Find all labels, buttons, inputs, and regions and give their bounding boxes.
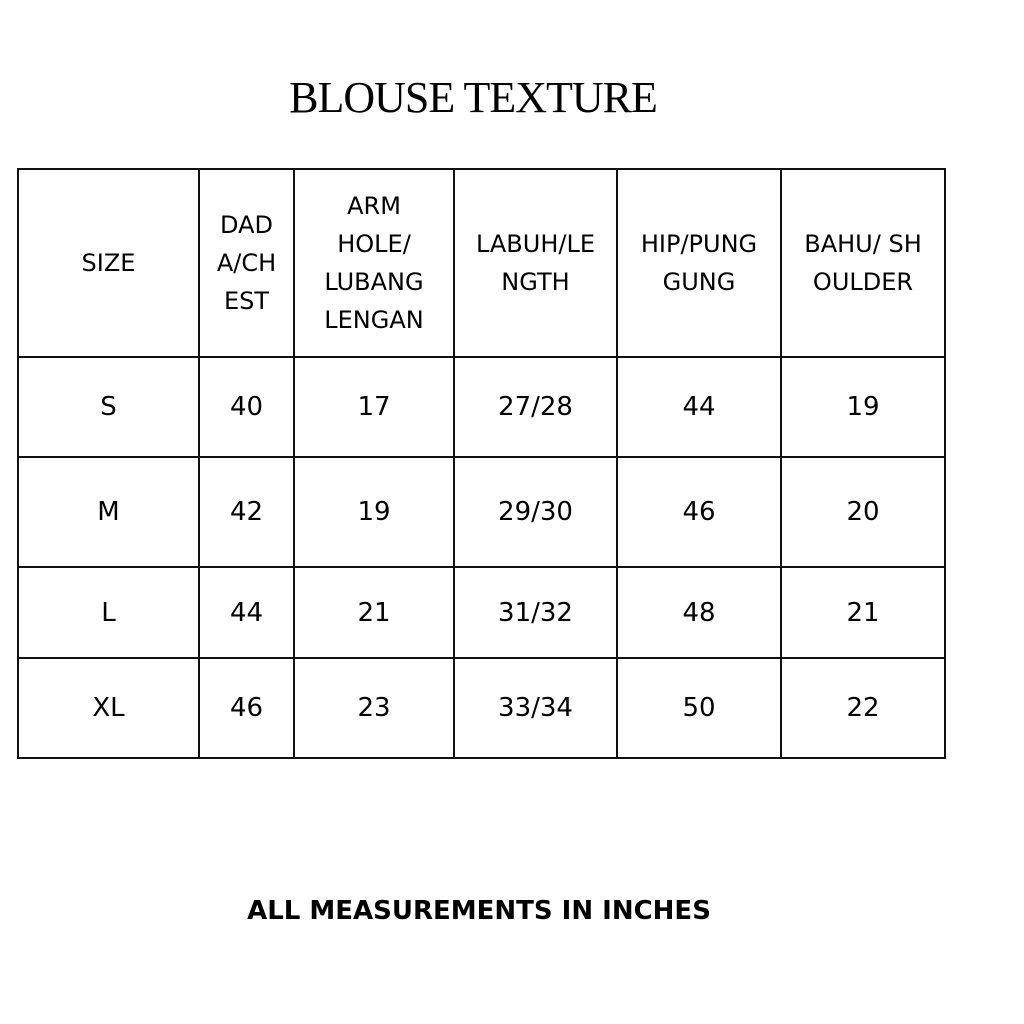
cell-chest: 42 bbox=[199, 457, 294, 567]
table-row bbox=[18, 658, 945, 758]
table-row bbox=[18, 357, 945, 457]
cell-shoulder: 20 bbox=[781, 457, 945, 567]
cell-chest: 46 bbox=[199, 658, 294, 758]
header-cell-arm-hole: ARM HOLE/ LUBANG LENGAN bbox=[294, 169, 454, 357]
header-cell-hip: HIP/PUNGGUNG bbox=[617, 169, 781, 357]
cell-hip: 48 bbox=[617, 567, 781, 658]
header-cell-length: LABUH/LENGTH bbox=[454, 169, 617, 357]
cell-size: L bbox=[18, 567, 199, 658]
cell-arm-hole: 21 bbox=[294, 567, 454, 658]
cell-length: 31/32 bbox=[454, 567, 617, 658]
size-chart-table bbox=[17, 168, 946, 759]
measurement-note: ALL MEASUREMENTS IN INCHES bbox=[247, 896, 711, 926]
page-title: BLOUSE TEXTURE bbox=[289, 73, 657, 122]
table-row bbox=[18, 567, 945, 658]
header-cell-chest: DADA/CHEST bbox=[199, 169, 294, 357]
cell-chest: 44 bbox=[199, 567, 294, 658]
cell-chest: 40 bbox=[199, 357, 294, 457]
cell-arm-hole: 23 bbox=[294, 658, 454, 758]
table-row bbox=[18, 457, 945, 567]
cell-hip: 44 bbox=[617, 357, 781, 457]
cell-arm-hole: 17 bbox=[294, 357, 454, 457]
cell-shoulder: 19 bbox=[781, 357, 945, 457]
cell-shoulder: 21 bbox=[781, 567, 945, 658]
cell-length: 29/30 bbox=[454, 457, 617, 567]
table-header-row bbox=[18, 169, 945, 357]
cell-hip: 46 bbox=[617, 457, 781, 567]
header-cell-shoulder: BAHU/ SHOULDER bbox=[781, 169, 945, 357]
cell-size: M bbox=[18, 457, 199, 567]
cell-shoulder: 22 bbox=[781, 658, 945, 758]
header-cell-size: SIZE bbox=[18, 169, 199, 357]
cell-length: 27/28 bbox=[454, 357, 617, 457]
cell-length: 33/34 bbox=[454, 658, 617, 758]
cell-size: XL bbox=[18, 658, 199, 758]
cell-size: S bbox=[18, 357, 199, 457]
cell-hip: 50 bbox=[617, 658, 781, 758]
cell-arm-hole: 19 bbox=[294, 457, 454, 567]
